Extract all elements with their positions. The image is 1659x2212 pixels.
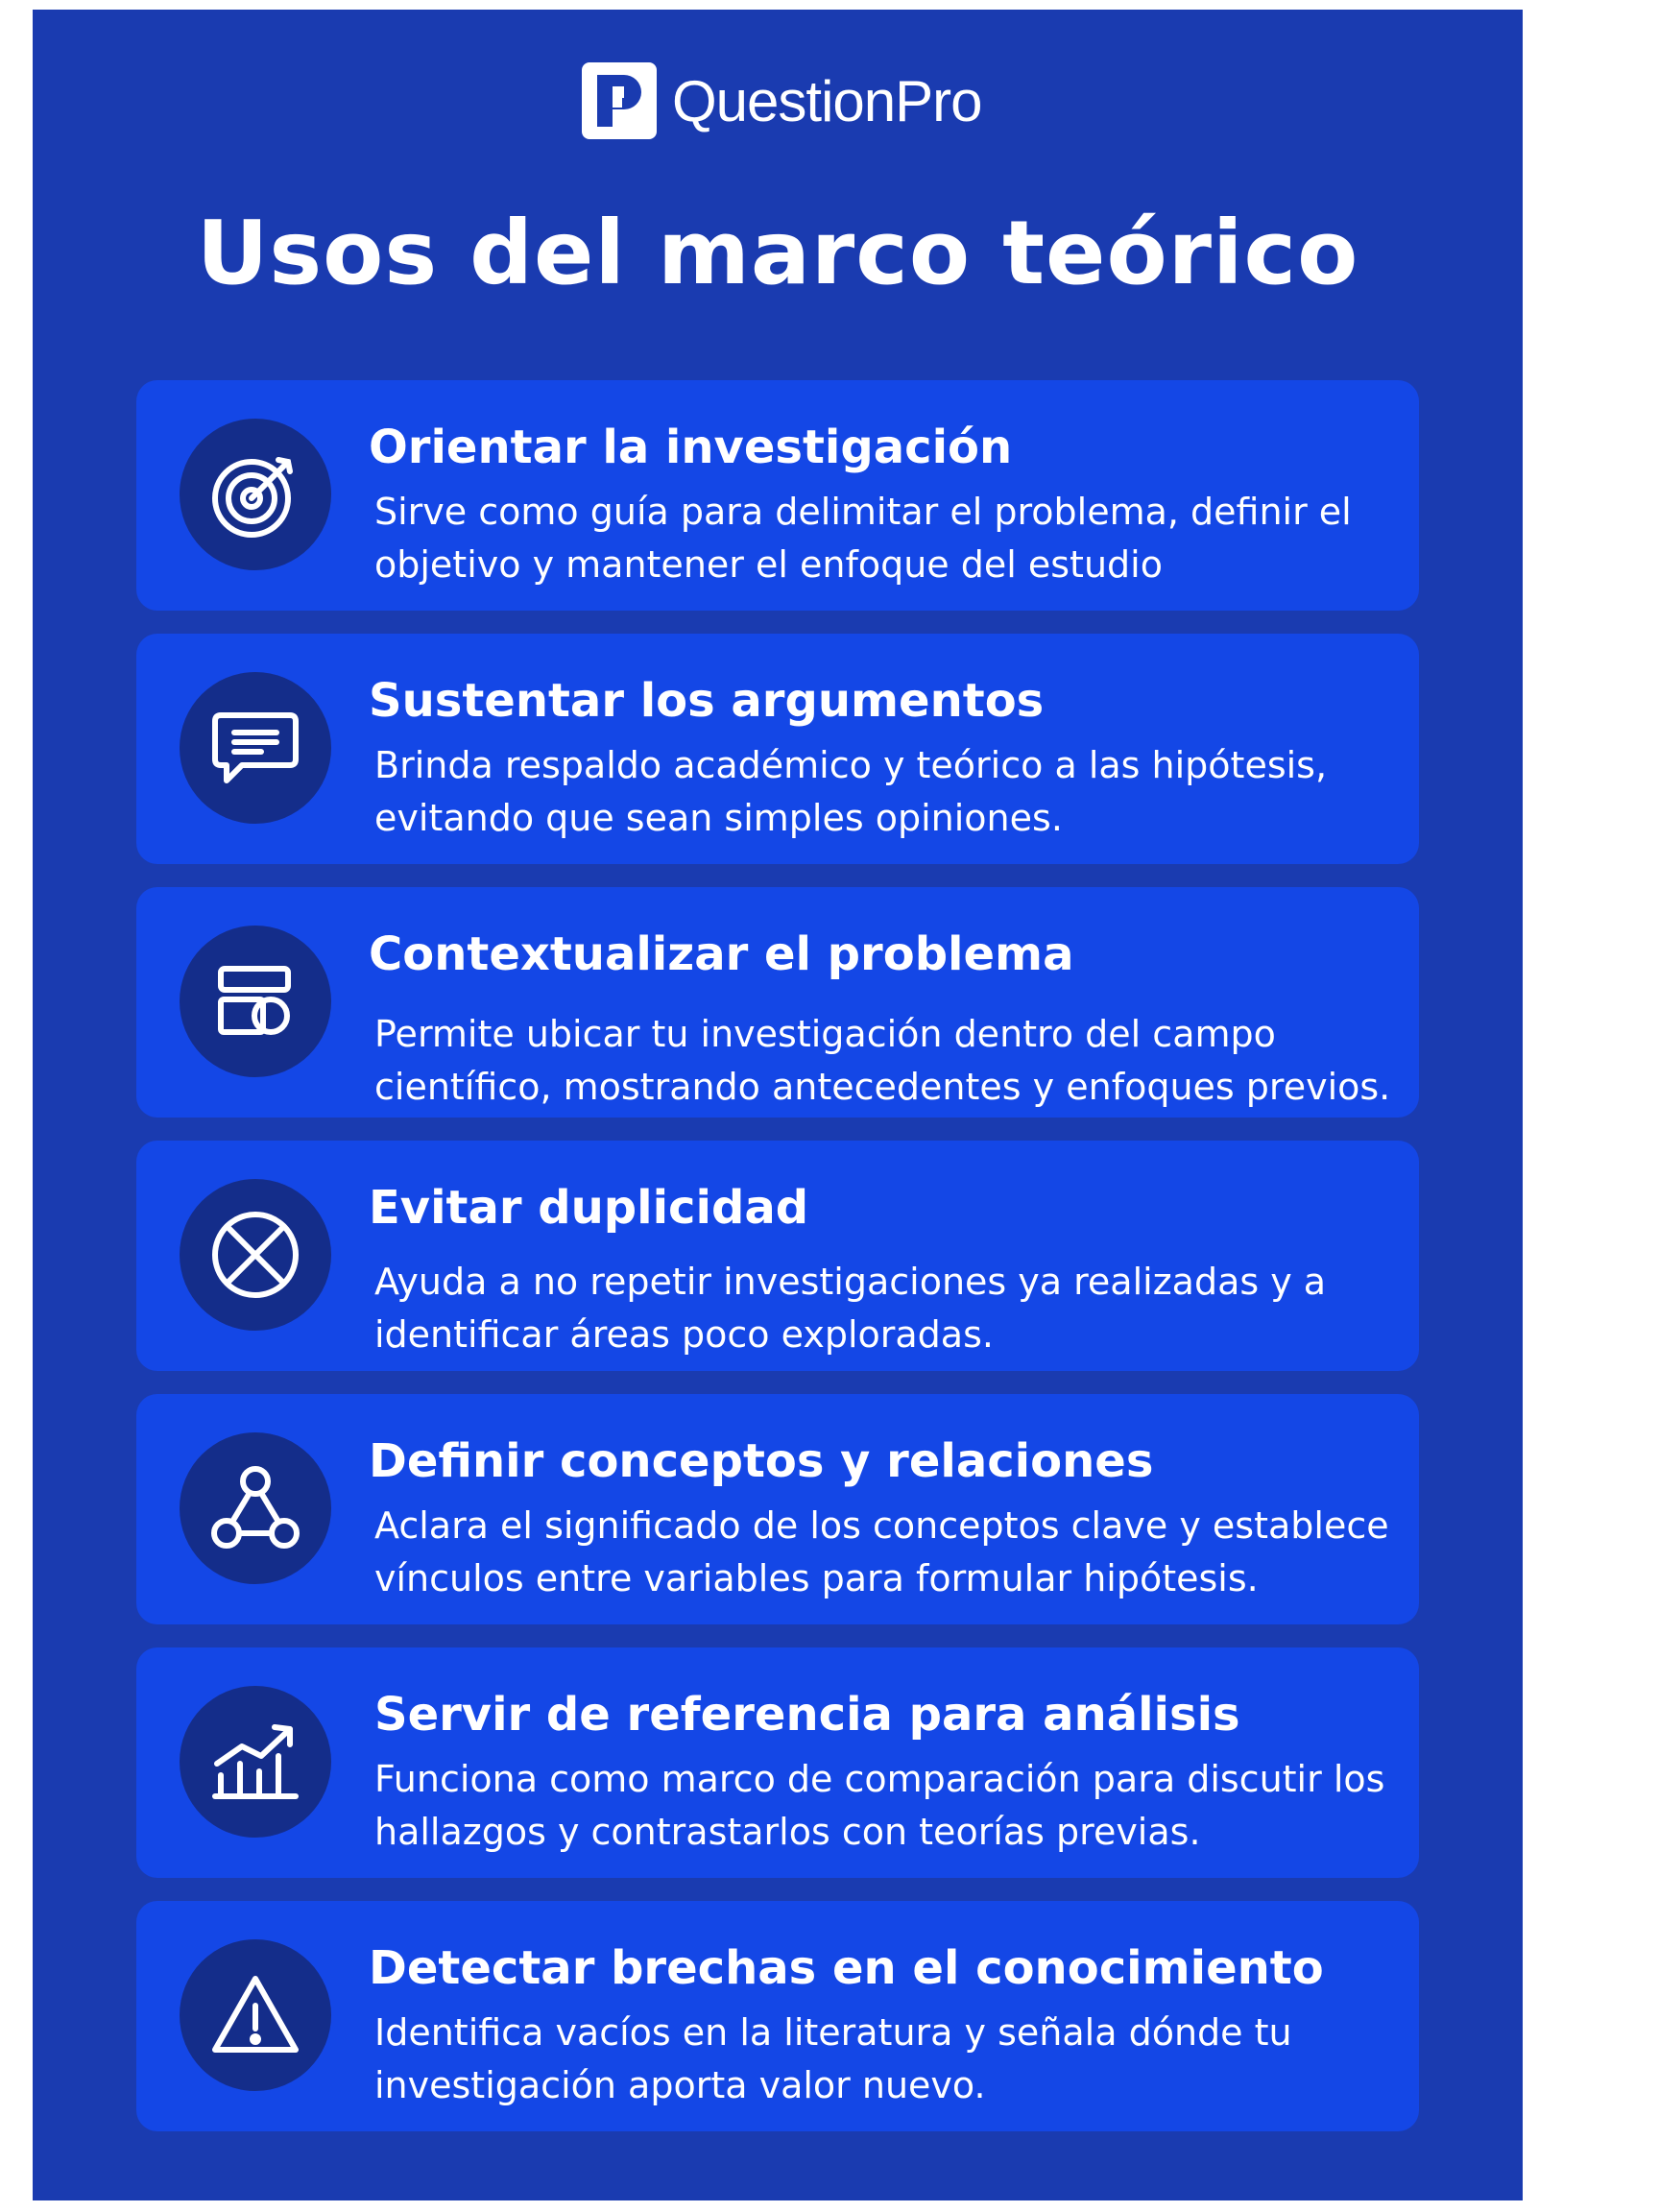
item-description: Sirve como guía para delimitar el problema, definir el objetivo y mantener el enfoque del estudio (374, 491, 1352, 586)
item-description: Funciona como marco de comparación para discutir los hallazgos y contrastarlos con teorías previas. (374, 1758, 1385, 1853)
item-card-contextualizar (136, 887, 1419, 1118)
item-card-sustentar (136, 634, 1419, 864)
network-icon (180, 1432, 331, 1584)
item-card-orientar (136, 380, 1419, 611)
item-description: Identifica vacíos en la literatura y señala dónde tu investigación aporta valor nuevo. (374, 2011, 1292, 2106)
item-description: Brinda respaldo académico y teórico a las hipótesis, evitando que sean simples opiniones. (374, 744, 1328, 839)
item-title: Evitar duplicidad (369, 1181, 809, 1235)
item-title: Orientar la investigación (369, 421, 1013, 474)
item-card-definir (136, 1394, 1419, 1624)
item-description: Aclara el significado de los conceptos clave y establece vínculos entre variables para formular hipótesis. (374, 1504, 1389, 1599)
item-card-detectar (136, 1901, 1419, 2131)
layout-icon (180, 926, 331, 1077)
cancel-circle-icon (180, 1179, 331, 1331)
questionpro-logo-mark (582, 62, 657, 139)
page-title: Usos del marco teórico (196, 202, 1359, 304)
item-title: Contextualizar el problema (369, 927, 1074, 981)
growth-chart-icon (180, 1686, 331, 1838)
item-title: Sustentar los argumentos (369, 674, 1045, 728)
item-title: Servir de referencia para análisis (374, 1688, 1240, 1742)
chat-bubble-icon (180, 672, 331, 824)
brand-name: QuestionPro (672, 68, 982, 133)
item-title: Definir conceptos y relaciones (369, 1434, 1154, 1488)
item-card-evitar (136, 1141, 1419, 1371)
item-card-servir (136, 1647, 1419, 1878)
item-description: Ayuda a no repetir investigaciones ya realizadas y a identificar áreas poco exploradas. (374, 1261, 1327, 1356)
infographic-poster (33, 10, 1523, 2200)
item-description: Permite ubicar tu investigación dentro del campo científico, mostrando antecedentes y enfoques previos. (374, 1013, 1391, 1108)
questionpro-logo (582, 62, 982, 139)
item-title: Detectar brechas en el conocimiento (369, 1941, 1324, 1995)
target-icon (180, 419, 331, 570)
warning-icon (180, 1939, 331, 2091)
